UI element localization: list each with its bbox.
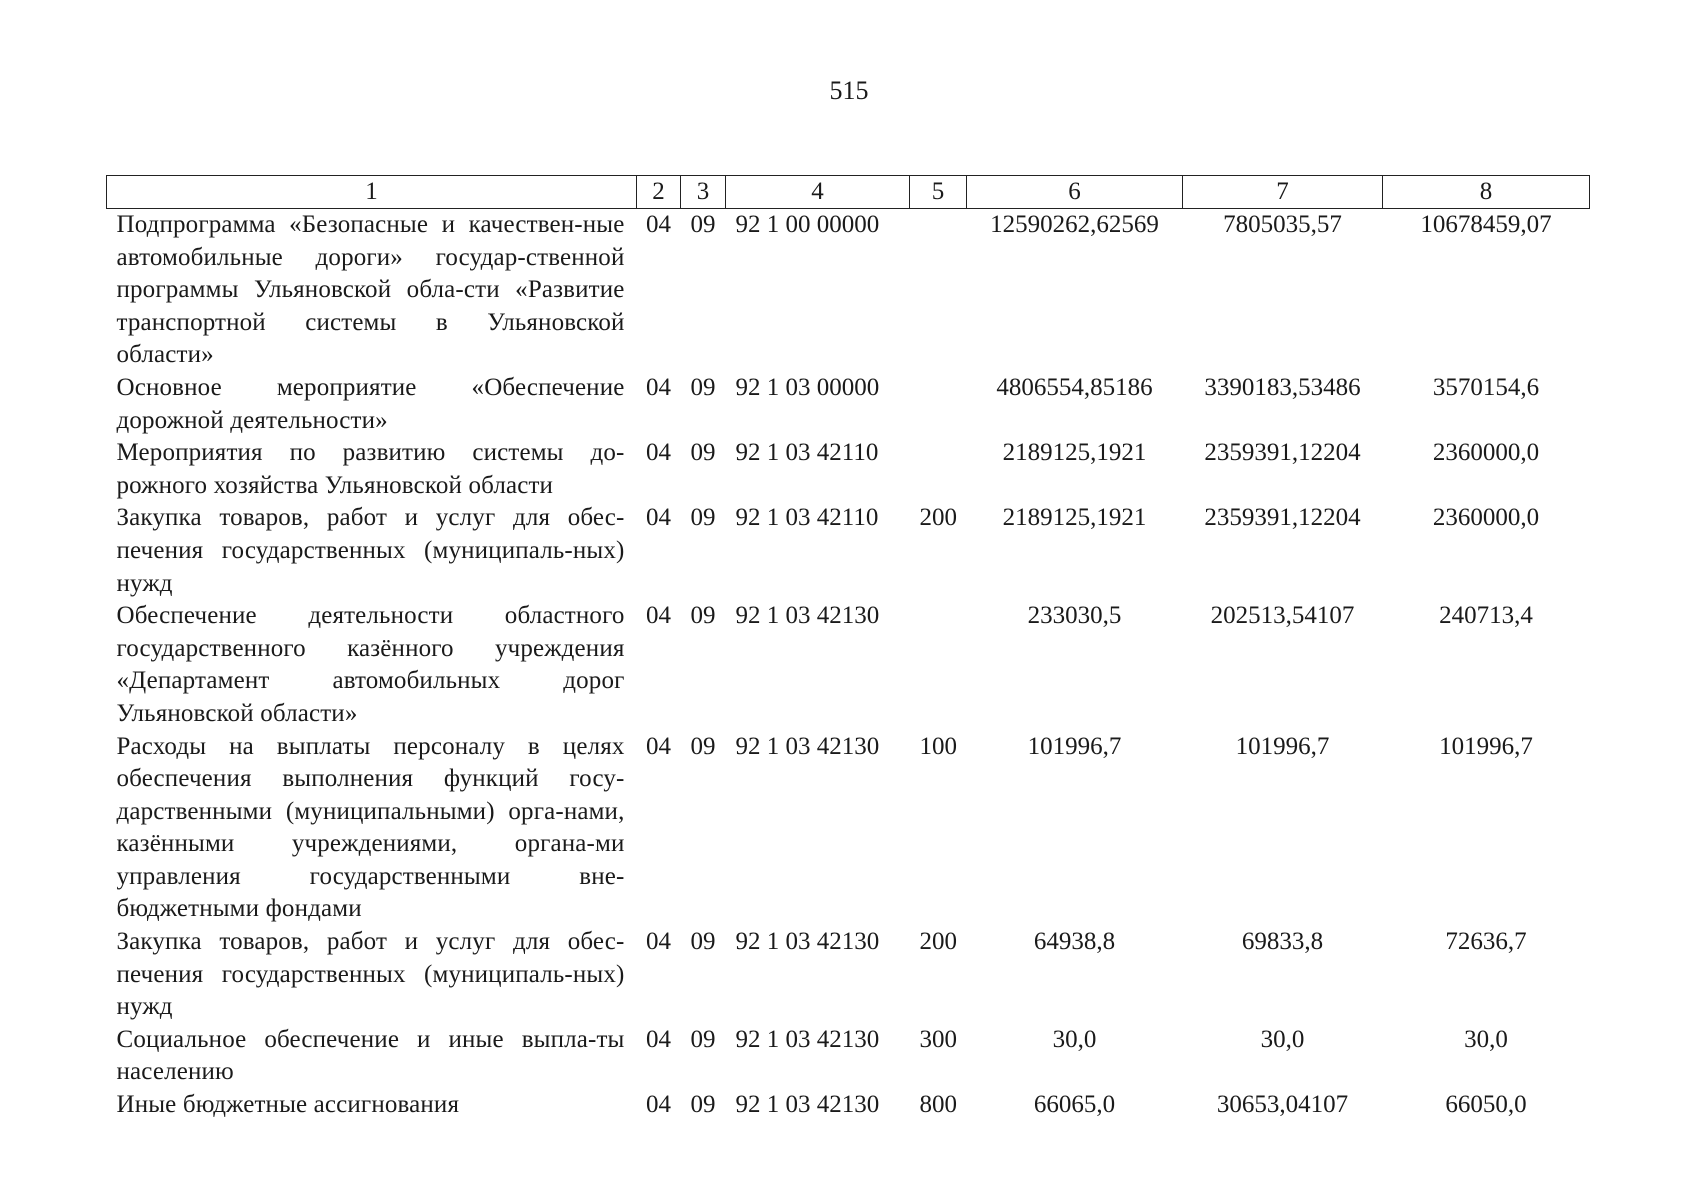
header-col-2: 2 <box>637 176 681 209</box>
target-article-code: 92 1 00 00000 <box>735 211 880 238</box>
amount-col-7: 7805035,57 <box>1223 211 1342 238</box>
table-row <box>107 1024 1590 1089</box>
amount-col-8: 2360000,0 <box>1432 504 1540 532</box>
amount-col-6: 66065,0 <box>1033 1091 1116 1119</box>
amount-col-8: 66050,0 <box>1445 1091 1527 1119</box>
amount-col-7: 69833,8 <box>1241 928 1324 956</box>
row-name: Социальное обеспечение и иные выпла-ты населению <box>116 1025 625 1086</box>
target-article-code: 92 1 03 42130 <box>735 602 880 630</box>
subsection-code: 09 <box>690 602 716 630</box>
expense-type-code <box>910 437 967 502</box>
amount-col-6: 233030,5 <box>1027 602 1122 630</box>
amount-col-7: 30,0 <box>1260 1025 1305 1053</box>
target-article-code: 92 1 03 42130 <box>735 1025 880 1053</box>
budget-table <box>106 175 1590 1122</box>
header-col-1: 1 <box>107 176 637 209</box>
section-code: 04 <box>646 1091 671 1119</box>
expense-type-code <box>910 600 967 730</box>
row-name: Закупка товаров, работ и услуг для обес-печения государственных (муниципаль-ных) нужд <box>116 928 625 1021</box>
section-code: 04 <box>646 928 671 956</box>
expense-type-code <box>910 372 967 437</box>
row-name: Закупка товаров, работ и услуг для обес-печения государственных (муниципаль-ных) нужд <box>116 504 625 597</box>
amount-col-6: 30,0 <box>1052 1025 1097 1053</box>
amount-col-8: 3570154,6 <box>1432 373 1540 401</box>
expense-type-code: 200 <box>919 504 957 532</box>
amount-col-8: 30,0 <box>1464 1025 1508 1053</box>
amount-col-7: 202513,54107 <box>1210 602 1355 630</box>
expense-type-code: 800 <box>919 1091 957 1119</box>
header-col-8: 8 <box>1383 176 1590 209</box>
amount-col-7: 101996,7 <box>1235 732 1330 760</box>
row-name: Иные бюджетные ассигнования <box>116 1091 460 1119</box>
amount-col-8: 240713,4 <box>1439 602 1533 630</box>
amount-col-7: 30653,04107 <box>1216 1091 1349 1119</box>
table-row <box>107 502 1590 600</box>
amount-col-7: 2359391,12204 <box>1204 439 1361 467</box>
section-code: 04 <box>646 732 671 760</box>
section-code: 04 <box>646 439 671 467</box>
amount-col-8: 10678459,07 <box>1420 211 1552 238</box>
subsection-code: 09 <box>690 1091 716 1119</box>
row-name: Подпрограмма «Безопасные и качествен-ные автомобильные дороги» государ-ственной программы Ульяновской обла-сти «Развитие транспортной системы в Ульяновской области» <box>116 211 625 369</box>
target-article-code: 92 1 03 42130 <box>735 1091 880 1119</box>
table-row <box>107 372 1590 437</box>
target-article-code: 92 1 03 42130 <box>735 732 880 760</box>
table-row <box>107 731 1590 927</box>
amount-col-6: 101996,7 <box>1027 732 1122 760</box>
section-code: 04 <box>646 602 671 630</box>
page-number: 515 <box>829 76 869 105</box>
amount-col-6: 2189125,1921 <box>1002 439 1147 467</box>
section-code: 04 <box>646 1025 671 1053</box>
subsection-code: 09 <box>690 504 716 532</box>
header-col-7: 7 <box>1183 176 1383 209</box>
row-name: Расходы на выплаты персоналу в целях обеспечения выполнения функций госу-дарственными (муниципальными) орга-нами, казёнными учреждениями, органа-ми управления государственными вне-бюджетными фондами <box>116 732 625 923</box>
amount-col-7: 3390183,53486 <box>1204 373 1361 401</box>
target-article-code: 92 1 03 42110 <box>735 439 879 467</box>
header-col-6: 6 <box>967 176 1183 209</box>
header-col-5: 5 <box>910 176 967 209</box>
subsection-code: 09 <box>690 928 716 956</box>
target-article-code: 92 1 03 42130 <box>735 928 880 956</box>
header-col-4: 4 <box>726 176 910 209</box>
section-code: 04 <box>646 211 671 238</box>
subsection-code: 09 <box>690 373 716 401</box>
target-article-code: 92 1 03 42110 <box>735 504 879 532</box>
table-body <box>107 209 1590 1122</box>
table-row <box>107 926 1590 1024</box>
table-row <box>107 209 1590 372</box>
table-row <box>107 600 1590 730</box>
amount-col-8: 2360000,0 <box>1432 439 1540 467</box>
table-row <box>107 1089 1590 1122</box>
table-row <box>107 437 1590 502</box>
amount-col-8: 101996,7 <box>1439 732 1533 760</box>
target-article-code: 92 1 03 00000 <box>735 373 880 401</box>
amount-col-6: 4806554,85186 <box>996 373 1153 401</box>
amount-col-6: 64938,8 <box>1033 928 1116 956</box>
section-code: 04 <box>646 504 671 532</box>
amount-col-7: 2359391,12204 <box>1204 504 1361 532</box>
row-name: Основное мероприятие «Обеспечение дорожной деятельности» <box>116 373 625 434</box>
expense-type-code: 300 <box>919 1025 957 1053</box>
amount-col-8: 72636,7 <box>1445 928 1527 956</box>
header-row <box>107 176 1590 209</box>
amount-col-6: 12590262,62569 <box>990 211 1159 238</box>
expense-type-code: 200 <box>919 928 957 956</box>
expense-type-code: 100 <box>919 732 957 760</box>
subsection-code: 09 <box>690 211 716 238</box>
header-col-3: 3 <box>681 176 726 209</box>
subsection-code: 09 <box>690 439 716 467</box>
row-name: Мероприятия по развитию системы до-рожного хозяйства Ульяновской области <box>116 439 625 499</box>
row-name: Обеспечение деятельности областного государственного казённого учреждения «Департамент автомобильных дорог Ульяновской области» <box>116 602 625 727</box>
subsection-code: 09 <box>690 1025 716 1053</box>
amount-col-6: 2189125,1921 <box>1002 504 1147 532</box>
subsection-code: 09 <box>690 732 716 760</box>
section-code: 04 <box>646 373 671 401</box>
expense-type-code <box>910 209 967 372</box>
